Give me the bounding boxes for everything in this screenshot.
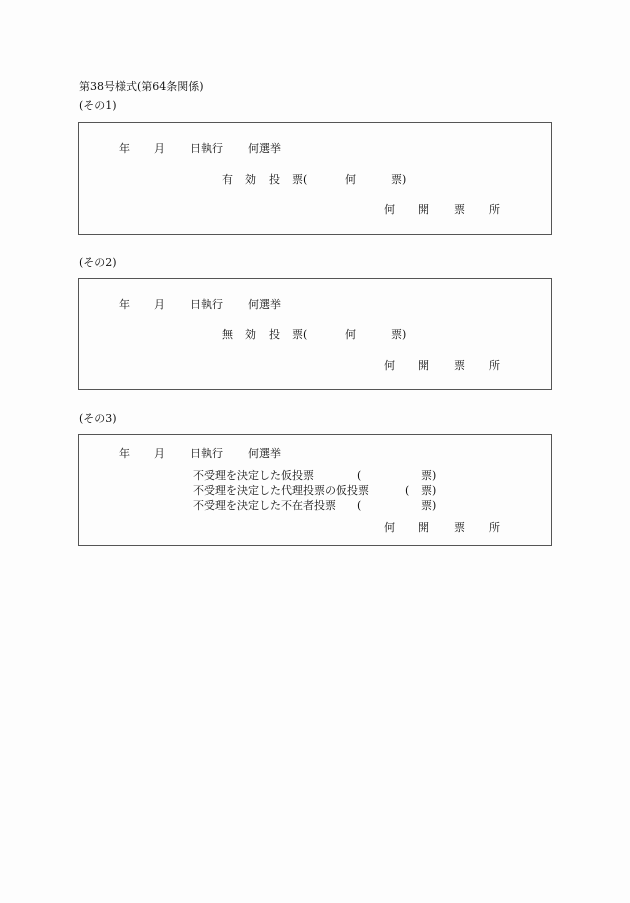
ballot-char-3: 投 [269,328,280,341]
month-label: 月 [154,447,165,460]
place-char-3: 票 [454,203,465,216]
ballot-char-1: 有 [222,173,233,186]
place-char-2: 開 [418,521,429,534]
ballot-char-4: 票( [292,328,308,341]
section-1-box [78,122,552,235]
place-char-3: 票 [454,521,465,534]
ballot-count: 何 [345,328,356,341]
rejected-provisional-close: 票) [421,469,437,482]
ballot-unit: 票) [391,173,407,186]
election-label: 何選挙 [248,447,281,460]
rejected-provisional-open: ( [357,469,362,482]
section-2-box [78,278,552,390]
rejected-proxy-close: 票) [421,484,437,497]
rejected-provisional-row: 不受理を決定した仮投票 [193,469,314,482]
place-char-3: 票 [454,359,465,372]
executed-label: 日執行 [190,142,223,155]
ballot-char-4: 票( [292,173,308,186]
ballot-char-3: 投 [269,173,280,186]
rejected-proxy-row: 不受理を決定した代理投票の仮投票 [193,484,369,497]
place-char-4: 所 [489,203,500,216]
rejected-absentee-row: 不受理を決定した不在者投票 [193,499,336,512]
section-2-label: (その2) [79,256,117,269]
year-label: 年 [119,298,130,311]
place-char-1: 何 [384,203,395,216]
ballot-count: 何 [345,173,356,186]
place-char-2: 開 [418,203,429,216]
place-char-4: 所 [489,521,500,534]
executed-label: 日執行 [190,298,223,311]
place-char-2: 開 [418,359,429,372]
section-3-label: (その3) [79,412,117,425]
place-char-4: 所 [489,359,500,372]
section-1-label: (その1) [79,99,117,112]
rejected-proxy-open: ( [405,484,410,497]
year-label: 年 [119,447,130,460]
rejected-absentee-close: 票) [421,499,437,512]
year-label: 年 [119,142,130,155]
place-char-1: 何 [384,521,395,534]
executed-label: 日執行 [190,447,223,460]
election-label: 何選挙 [248,298,281,311]
month-label: 月 [154,298,165,311]
month-label: 月 [154,142,165,155]
ballot-char-2: 効 [245,328,256,341]
rejected-absentee-open: ( [357,499,362,512]
ballot-char-2: 効 [245,173,256,186]
election-label: 何選挙 [248,142,281,155]
form-title: 第38号様式(第64条関係) [79,80,204,93]
place-char-1: 何 [384,359,395,372]
ballot-char-1: 無 [222,328,233,341]
ballot-unit: 票) [391,328,407,341]
